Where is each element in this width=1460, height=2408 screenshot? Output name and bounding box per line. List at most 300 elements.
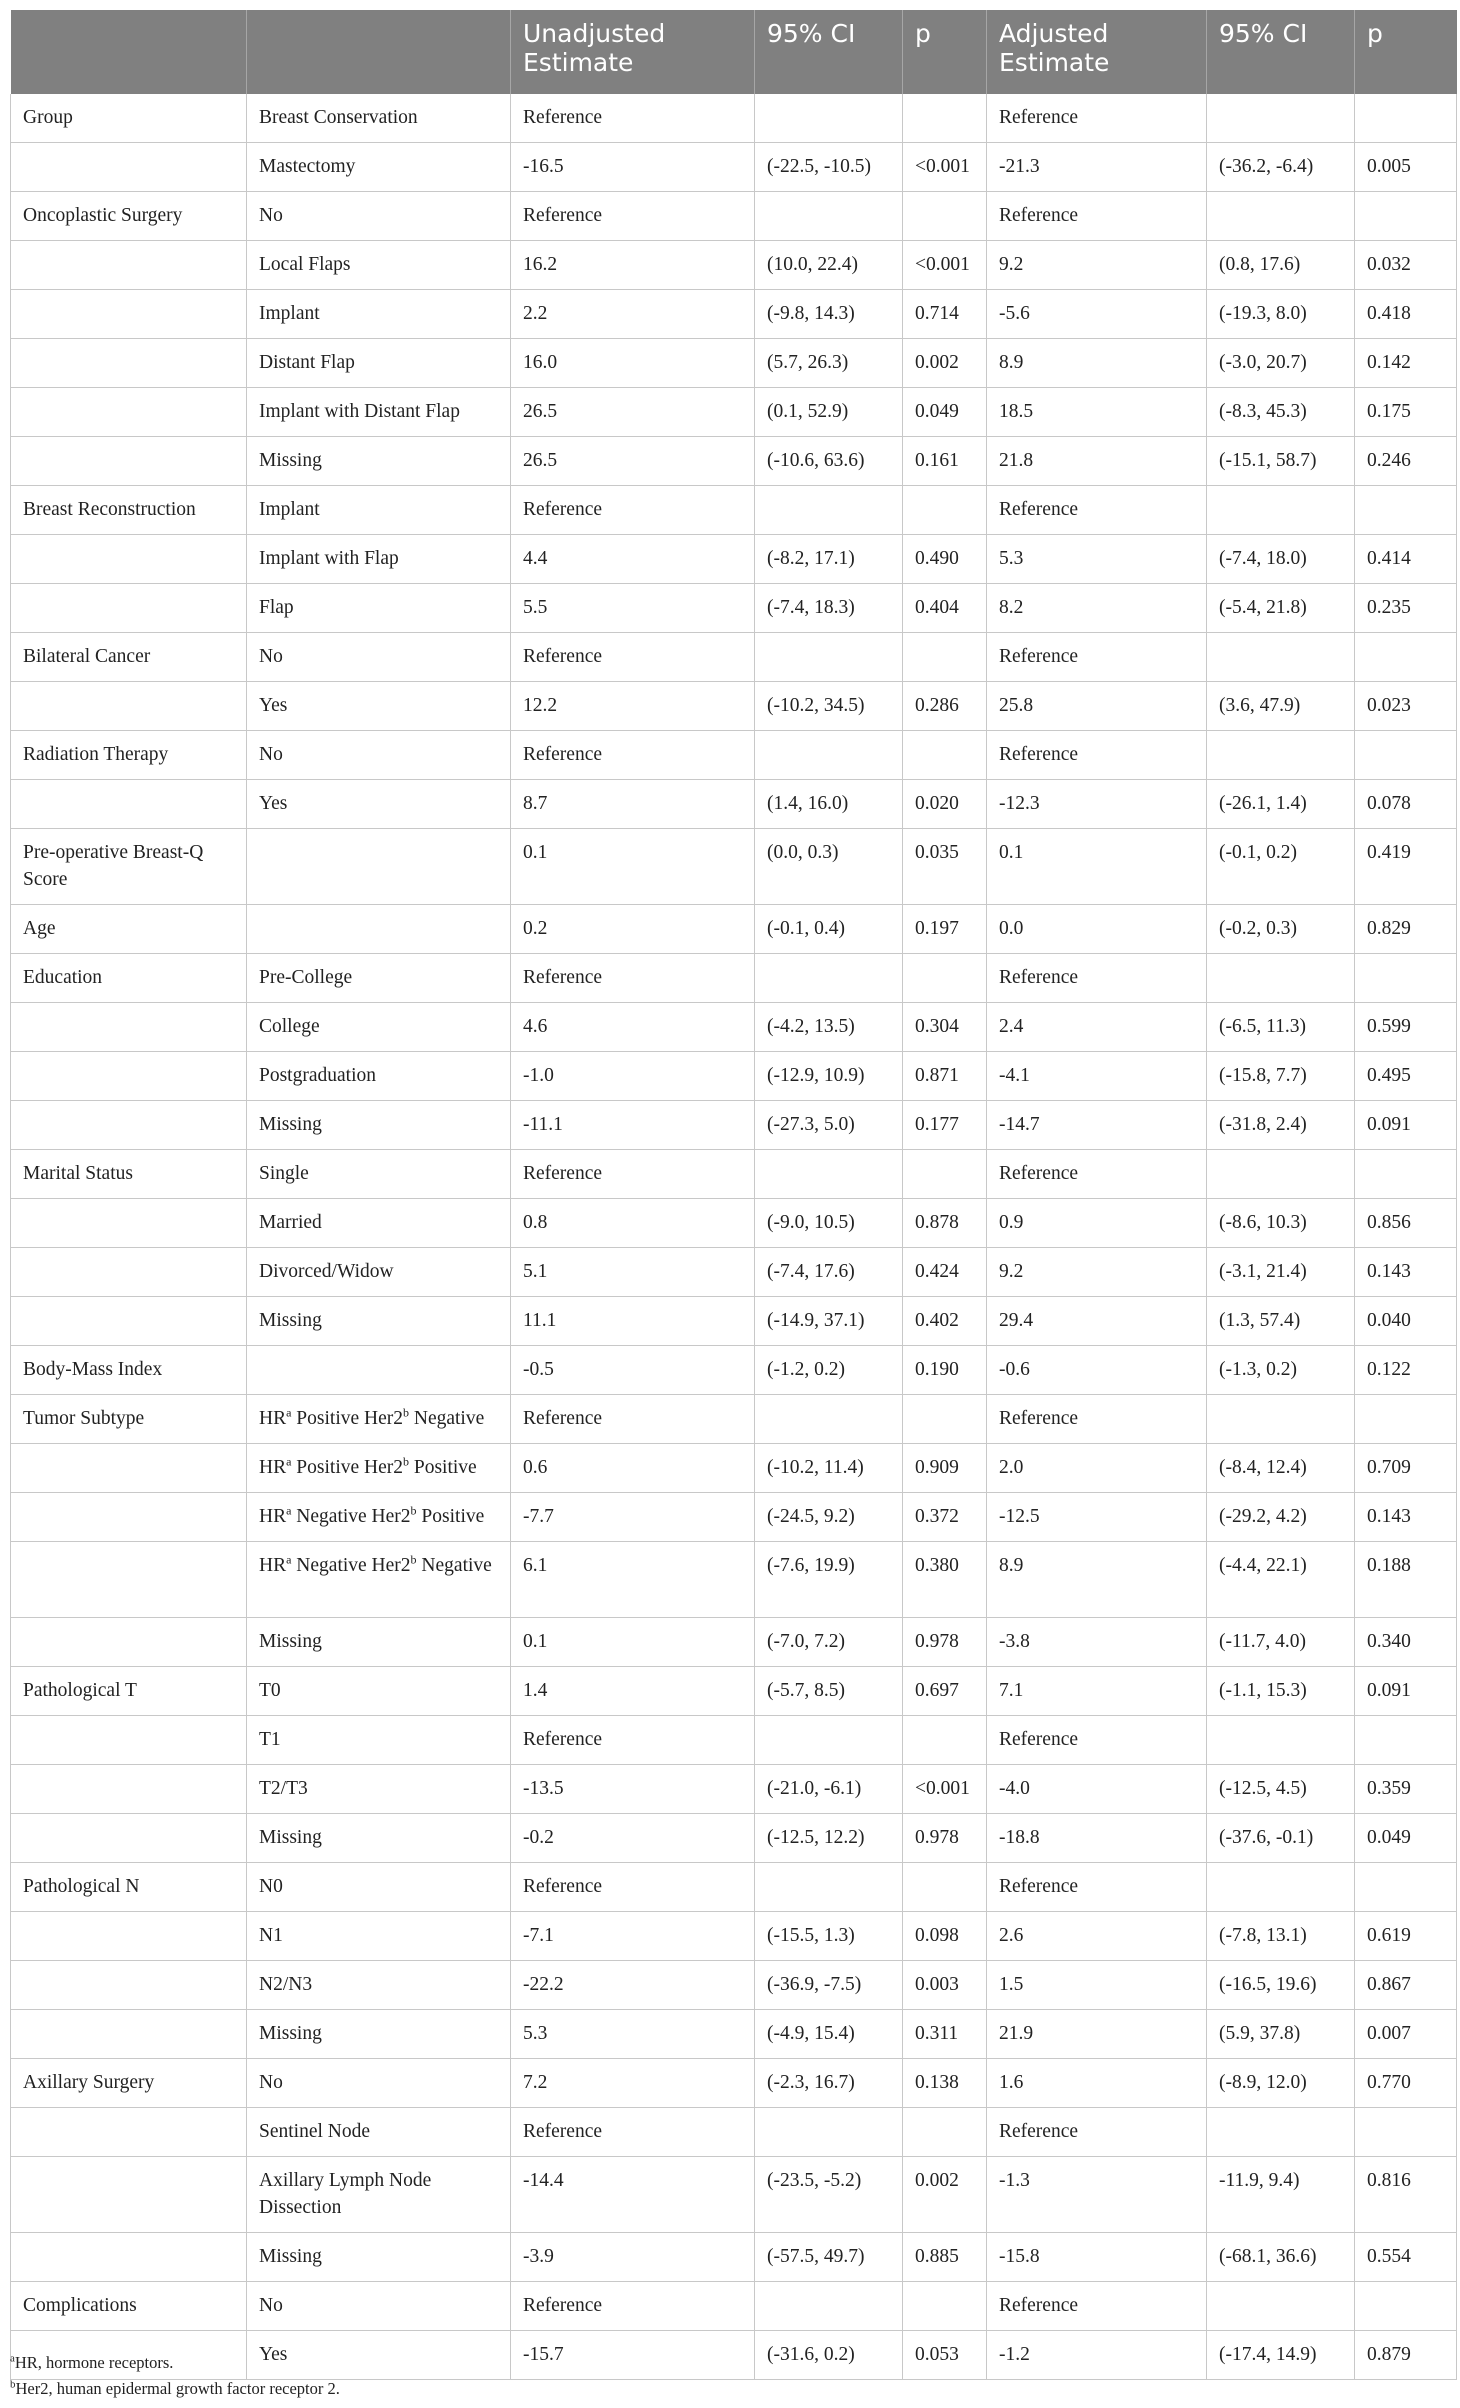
table-cell: -12.3	[987, 780, 1207, 829]
table-cell: (3.6, 47.9)	[1207, 682, 1355, 731]
table-cell: (1.3, 57.4)	[1207, 1297, 1355, 1346]
table-cell: (-23.5, -5.2)	[755, 2157, 903, 2233]
table-row	[11, 1150, 1457, 1199]
table-cell: -0.5	[511, 1346, 755, 1395]
table-cell	[1355, 486, 1457, 535]
table-row	[11, 192, 1457, 241]
table-cell: 2.0	[987, 1444, 1207, 1493]
table-cell: 0.619	[1355, 1912, 1457, 1961]
table-row	[11, 2108, 1457, 2157]
table-cell: 7.2	[511, 2059, 755, 2108]
table-cell: Bilateral Cancer	[11, 633, 247, 682]
table-cell: 5.1	[511, 1248, 755, 1297]
table-cell	[11, 1101, 247, 1150]
table-cell	[903, 2108, 987, 2157]
table-cell: 0.867	[1355, 1961, 1457, 2010]
table-cell	[1355, 2282, 1457, 2331]
table-cell: 0.2	[511, 905, 755, 954]
table-cell: 9.2	[987, 1248, 1207, 1297]
table-row	[11, 633, 1457, 682]
table-cell: 0.098	[903, 1912, 987, 1961]
table-cell: Mastectomy	[247, 143, 511, 192]
table-cell: 0.424	[903, 1248, 987, 1297]
table-row	[11, 339, 1457, 388]
table-cell: 0.246	[1355, 437, 1457, 486]
table-cell: -7.1	[511, 1912, 755, 1961]
table-cell: $HR^a$ Positive Her2$^b$ Positive	[247, 1444, 511, 1493]
table-row	[11, 1052, 1457, 1101]
table-cell: 0.878	[903, 1199, 987, 1248]
table-cell: (-12.9, 10.9)	[755, 1052, 903, 1101]
table-cell	[755, 633, 903, 682]
table-cell: Reference	[511, 486, 755, 535]
table-cell: 2.4	[987, 1003, 1207, 1052]
table-cell	[11, 2010, 247, 2059]
table-cell: 0.020	[903, 780, 987, 829]
footnote-text: HR, hormone receptors.	[14, 2353, 174, 2372]
table-cell: 0.053	[903, 2331, 987, 2380]
table-cell	[11, 388, 247, 437]
table-cell: Education	[11, 954, 247, 1003]
table-cell: 0.138	[903, 2059, 987, 2108]
table-cell: (-8.4, 12.4)	[1207, 1444, 1355, 1493]
table-cell: (-1.3, 0.2)	[1207, 1346, 1355, 1395]
table-cell: 0.372	[903, 1493, 987, 1542]
table-cell: 0.091	[1355, 1101, 1457, 1150]
table-cell: N1	[247, 1912, 511, 1961]
table-cell: -3.9	[511, 2233, 755, 2282]
table-cell: -0.6	[987, 1346, 1207, 1395]
table-row	[11, 290, 1457, 339]
table-cell: Married	[247, 1199, 511, 1248]
table-cell	[1355, 1395, 1457, 1444]
table-cell	[11, 1248, 247, 1297]
table-cell: 0.554	[1355, 2233, 1457, 2282]
table-cell	[11, 1814, 247, 1863]
table-cell: 21.9	[987, 2010, 1207, 2059]
table-cell: Single	[247, 1150, 511, 1199]
table-cell: 0.002	[903, 339, 987, 388]
table-cell: (-14.9, 37.1)	[755, 1297, 903, 1346]
table-cell: Reference	[987, 1863, 1207, 1912]
table-cell: Missing	[247, 1814, 511, 1863]
header-row	[11, 10, 1457, 94]
table-cell	[11, 1199, 247, 1248]
table-row	[11, 2157, 1457, 2233]
table-cell: Local Flaps	[247, 241, 511, 290]
column-header	[247, 10, 511, 94]
table-cell: 0.8	[511, 1199, 755, 1248]
table-cell: 0.770	[1355, 2059, 1457, 2108]
table-cell: -14.4	[511, 2157, 755, 2233]
footnotes	[10, 2350, 340, 2402]
table-cell: Yes	[247, 780, 511, 829]
table-cell: 0.871	[903, 1052, 987, 1101]
table-cell	[755, 1863, 903, 1912]
table-row	[11, 905, 1457, 954]
table-cell: (-7.4, 17.6)	[755, 1248, 903, 1297]
table-cell: $HR^a$ Negative Her2$^b$ Positive	[247, 1493, 511, 1542]
table-cell: Body-Mass Index	[11, 1346, 247, 1395]
table-cell	[11, 1003, 247, 1052]
table-cell	[755, 954, 903, 1003]
table-cell: 5.3	[511, 2010, 755, 2059]
table-cell	[1207, 192, 1355, 241]
table-cell: 18.5	[987, 388, 1207, 437]
table-cell: N0	[247, 1863, 511, 1912]
table-cell	[11, 2108, 247, 2157]
table-row	[11, 1297, 1457, 1346]
table-cell: -14.7	[987, 1101, 1207, 1150]
table-cell: 0.007	[1355, 2010, 1457, 2059]
table-row	[11, 2010, 1457, 2059]
table-cell: -16.5	[511, 143, 755, 192]
table-cell	[1207, 731, 1355, 780]
table-cell: 0.709	[1355, 1444, 1457, 1493]
table-cell: Missing	[247, 437, 511, 486]
footnote	[10, 2350, 340, 2376]
table-row	[11, 1716, 1457, 1765]
table-cell: Reference	[511, 954, 755, 1003]
table-row	[11, 829, 1457, 905]
table-cell: (-9.0, 10.5)	[755, 1199, 903, 1248]
table-cell: (-0.1, 0.4)	[755, 905, 903, 954]
table-row	[11, 486, 1457, 535]
table-cell: Reference	[987, 731, 1207, 780]
table-cell: 0.190	[903, 1346, 987, 1395]
table-cell: 5.5	[511, 584, 755, 633]
table-cell	[755, 192, 903, 241]
table-cell: 9.2	[987, 241, 1207, 290]
table-cell: (-7.4, 18.0)	[1207, 535, 1355, 584]
table-cell: (-8.2, 17.1)	[755, 535, 903, 584]
table-cell: 0.380	[903, 1542, 987, 1618]
table-cell: (-3.0, 20.7)	[1207, 339, 1355, 388]
table-cell: Postgraduation	[247, 1052, 511, 1101]
table-cell: 1.6	[987, 2059, 1207, 2108]
table-cell: 8.7	[511, 780, 755, 829]
table-cell: 0.404	[903, 584, 987, 633]
footnote-mark: b	[10, 2378, 16, 2391]
table-cell: -1.2	[987, 2331, 1207, 2380]
table-cell: (-12.5, 4.5)	[1207, 1765, 1355, 1814]
table-cell: Reference	[511, 1395, 755, 1444]
table-cell: Implant with Flap	[247, 535, 511, 584]
table-cell: (-4.9, 15.4)	[755, 2010, 903, 2059]
table-cell: 4.4	[511, 535, 755, 584]
table-cell: (10.0, 22.4)	[755, 241, 903, 290]
table-cell	[11, 2233, 247, 2282]
table-cell	[755, 1150, 903, 1199]
table-cell: 0.978	[903, 1814, 987, 1863]
table-cell: Yes	[247, 2331, 511, 2380]
table-cell: 0.286	[903, 682, 987, 731]
table-cell: Missing	[247, 2233, 511, 2282]
table-cell: Divorced/Widow	[247, 1248, 511, 1297]
table-cell: 0.002	[903, 2157, 987, 2233]
table-cell: 1.4	[511, 1667, 755, 1716]
table-cell: -15.7	[511, 2331, 755, 2380]
table-cell: Group	[11, 94, 247, 143]
table-cell: 0.599	[1355, 1003, 1457, 1052]
table-cell: (-10.2, 11.4)	[755, 1444, 903, 1493]
column-header	[11, 10, 247, 94]
table-cell: 0.040	[1355, 1297, 1457, 1346]
table-cell	[1355, 633, 1457, 682]
table-cell: (-1.1, 15.3)	[1207, 1667, 1355, 1716]
table-cell: Yes	[247, 682, 511, 731]
table-cell: 26.5	[511, 388, 755, 437]
table-cell: (-1.2, 0.2)	[755, 1346, 903, 1395]
table-cell: (0.1, 52.9)	[755, 388, 903, 437]
table-cell: N2/N3	[247, 1961, 511, 2010]
table-cell: Breast Reconstruction	[11, 486, 247, 535]
table-row	[11, 954, 1457, 1003]
table-cell: Reference	[987, 2108, 1207, 2157]
table-cell: <0.001	[903, 143, 987, 192]
table-cell: -12.5	[987, 1493, 1207, 1542]
table-cell: 8.2	[987, 584, 1207, 633]
table-cell: Flap	[247, 584, 511, 633]
table-cell: 0.143	[1355, 1493, 1457, 1542]
table-cell: Tumor Subtype	[11, 1395, 247, 1444]
table-cell: 0.049	[903, 388, 987, 437]
table-cell: Missing	[247, 1618, 511, 1667]
table-cell: 7.1	[987, 1667, 1207, 1716]
table-cell: (5.9, 37.8)	[1207, 2010, 1355, 2059]
table-row	[11, 1814, 1457, 1863]
table-cell: 0.122	[1355, 1346, 1457, 1395]
table-cell: 0.091	[1355, 1667, 1457, 1716]
table-cell: (-7.6, 19.9)	[755, 1542, 903, 1618]
table-cell: (-31.6, 0.2)	[755, 2331, 903, 2380]
table-cell: (-27.3, 5.0)	[755, 1101, 903, 1150]
table-cell: 0.909	[903, 1444, 987, 1493]
table-cell: Reference	[511, 731, 755, 780]
table-cell	[11, 437, 247, 486]
table-cell: Pathological N	[11, 1863, 247, 1912]
table-cell: 0.879	[1355, 2331, 1457, 2380]
table-cell	[1355, 954, 1457, 1003]
table-cell	[11, 1618, 247, 1667]
table-row	[11, 388, 1457, 437]
table-cell: 0.1	[511, 829, 755, 905]
table-row	[11, 1346, 1457, 1395]
table-cell: 26.5	[511, 437, 755, 486]
table-cell: 0.032	[1355, 241, 1457, 290]
table-cell: (-8.6, 10.3)	[1207, 1199, 1355, 1248]
table-row	[11, 2059, 1457, 2108]
table-row	[11, 1444, 1457, 1493]
table-cell: (-0.2, 0.3)	[1207, 905, 1355, 954]
table-cell: (-29.2, 4.2)	[1207, 1493, 1355, 1542]
table-cell: Marital Status	[11, 1150, 247, 1199]
table-cell: Reference	[987, 633, 1207, 682]
table-cell: Pre-College	[247, 954, 511, 1003]
table-cell: 0.978	[903, 1618, 987, 1667]
table-row	[11, 1667, 1457, 1716]
table-cell	[1207, 633, 1355, 682]
table-cell	[11, 535, 247, 584]
table-row	[11, 241, 1457, 290]
table-cell: Reference	[511, 1863, 755, 1912]
table-cell: 0.697	[903, 1667, 987, 1716]
table-cell: 11.1	[511, 1297, 755, 1346]
table-cell: (-7.0, 7.2)	[755, 1618, 903, 1667]
table-cell: <0.001	[903, 241, 987, 290]
table-cell	[11, 241, 247, 290]
table-cell: Reference	[511, 1150, 755, 1199]
table-cell: 0.142	[1355, 339, 1457, 388]
table-cell: (-24.5, 9.2)	[755, 1493, 903, 1542]
table-cell: 0.161	[903, 437, 987, 486]
regression-table	[10, 10, 1457, 2380]
table-cell: -11.1	[511, 1101, 755, 1150]
table-cell	[903, 633, 987, 682]
table-cell: No	[247, 731, 511, 780]
table-cell	[755, 731, 903, 780]
table-cell	[1355, 1150, 1457, 1199]
table-cell	[11, 780, 247, 829]
footnote-text: Her2, human epidermal growth factor receptor 2.	[15, 2379, 340, 2398]
table-cell: Reference	[987, 1395, 1207, 1444]
table-cell	[1355, 1716, 1457, 1765]
table-cell: -7.7	[511, 1493, 755, 1542]
table-cell: (-4.2, 13.5)	[755, 1003, 903, 1052]
table-cell: Missing	[247, 1297, 511, 1346]
table-cell	[11, 1765, 247, 1814]
table-cell: 0.235	[1355, 584, 1457, 633]
table-cell: 0.6	[511, 1444, 755, 1493]
table-cell	[11, 1052, 247, 1101]
table-cell: Reference	[987, 1150, 1207, 1199]
table-cell: T2/T3	[247, 1765, 511, 1814]
table-cell: 29.4	[987, 1297, 1207, 1346]
table-cell	[11, 339, 247, 388]
table-row	[11, 1765, 1457, 1814]
table-cell: (-8.3, 45.3)	[1207, 388, 1355, 437]
table-cell	[11, 1716, 247, 1765]
table-cell	[11, 1961, 247, 2010]
table-cell: 8.9	[987, 1542, 1207, 1618]
table-cell: (-5.7, 8.5)	[755, 1667, 903, 1716]
table-cell: 4.6	[511, 1003, 755, 1052]
table-cell: Reference	[511, 1716, 755, 1765]
table-cell: 0.418	[1355, 290, 1457, 339]
table-cell	[1207, 2282, 1355, 2331]
table-cell	[1207, 954, 1355, 1003]
table-cell: 0.816	[1355, 2157, 1457, 2233]
table-cell: -18.8	[987, 1814, 1207, 1863]
table-cell: 0.829	[1355, 905, 1457, 954]
table-cell: (-22.5, -10.5)	[755, 143, 903, 192]
table-cell: -15.8	[987, 2233, 1207, 2282]
table-cell	[755, 1716, 903, 1765]
table-header	[11, 10, 1457, 94]
table-row	[11, 1199, 1457, 1248]
table-cell	[903, 731, 987, 780]
footnote-mark: a	[10, 2352, 15, 2365]
table-cell	[755, 1395, 903, 1444]
table-cell	[903, 954, 987, 1003]
table-cell: (-7.8, 13.1)	[1207, 1912, 1355, 1961]
table-cell	[903, 486, 987, 535]
table-cell	[755, 2282, 903, 2331]
table-cell: -1.0	[511, 1052, 755, 1101]
table-cell	[1207, 1150, 1355, 1199]
table-row	[11, 437, 1457, 486]
table-cell: (-57.5, 49.7)	[755, 2233, 903, 2282]
table-cell: (-36.9, -7.5)	[755, 1961, 903, 2010]
table-cell: Oncoplastic Surgery	[11, 192, 247, 241]
table-cell: 0.175	[1355, 388, 1457, 437]
table-cell	[11, 1444, 247, 1493]
table-cell: -13.5	[511, 1765, 755, 1814]
table-cell: College	[247, 1003, 511, 1052]
table-cell: (-26.1, 1.4)	[1207, 780, 1355, 829]
table-cell: No	[247, 2282, 511, 2331]
table-cell	[903, 94, 987, 143]
table-row	[11, 780, 1457, 829]
table-cell: 0.078	[1355, 780, 1457, 829]
table-cell: Axillary Lymph Node Dissection	[247, 2157, 511, 2233]
table-cell: -11.9, 9.4)	[1207, 2157, 1355, 2233]
table-cell: 25.8	[987, 682, 1207, 731]
table-cell	[1355, 1863, 1457, 1912]
table-cell: (-8.9, 12.0)	[1207, 2059, 1355, 2108]
table-row	[11, 1493, 1457, 1542]
table-cell: $HR^a$ Positive Her2$^b$ Negative	[247, 1395, 511, 1444]
table-cell: (-12.5, 12.2)	[755, 1814, 903, 1863]
table-cell	[11, 1542, 247, 1618]
table-cell: Pathological T	[11, 1667, 247, 1716]
table-cell: (-4.4, 22.1)	[1207, 1542, 1355, 1618]
table-cell: 0.1	[511, 1618, 755, 1667]
table-row	[11, 535, 1457, 584]
table-cell: 0.177	[903, 1101, 987, 1150]
table-cell: (-7.4, 18.3)	[755, 584, 903, 633]
table-cell: 0.714	[903, 290, 987, 339]
table-cell	[903, 1150, 987, 1199]
table-cell: -3.8	[987, 1618, 1207, 1667]
table-cell: (1.4, 16.0)	[755, 780, 903, 829]
table-cell	[11, 1297, 247, 1346]
table-cell: -5.6	[987, 290, 1207, 339]
table-cell: (-0.1, 0.2)	[1207, 829, 1355, 905]
table-cell: 16.0	[511, 339, 755, 388]
table-cell: (-11.7, 4.0)	[1207, 1618, 1355, 1667]
table-cell: -21.3	[987, 143, 1207, 192]
table-cell	[1207, 1716, 1355, 1765]
table-row	[11, 1961, 1457, 2010]
table-cell: 16.2	[511, 241, 755, 290]
table-cell: Pre-operative Breast-Q Score	[11, 829, 247, 905]
table-cell: Reference	[987, 486, 1207, 535]
table-cell: Sentinel Node	[247, 2108, 511, 2157]
table-cell: (-5.4, 21.8)	[1207, 584, 1355, 633]
table-cell: 0.049	[1355, 1814, 1457, 1863]
table-cell: 21.8	[987, 437, 1207, 486]
table-cell: Reference	[511, 2282, 755, 2331]
table-cell: Reference	[511, 2108, 755, 2157]
table-cell: $HR^a$ Negative Her2$^b$ Negative	[247, 1542, 511, 1618]
table-cell	[247, 829, 511, 905]
table-cell: No	[247, 192, 511, 241]
table-cell: 8.9	[987, 339, 1207, 388]
table-cell: Missing	[247, 2010, 511, 2059]
table-cell: 0.035	[903, 829, 987, 905]
table-cell	[1355, 2108, 1457, 2157]
